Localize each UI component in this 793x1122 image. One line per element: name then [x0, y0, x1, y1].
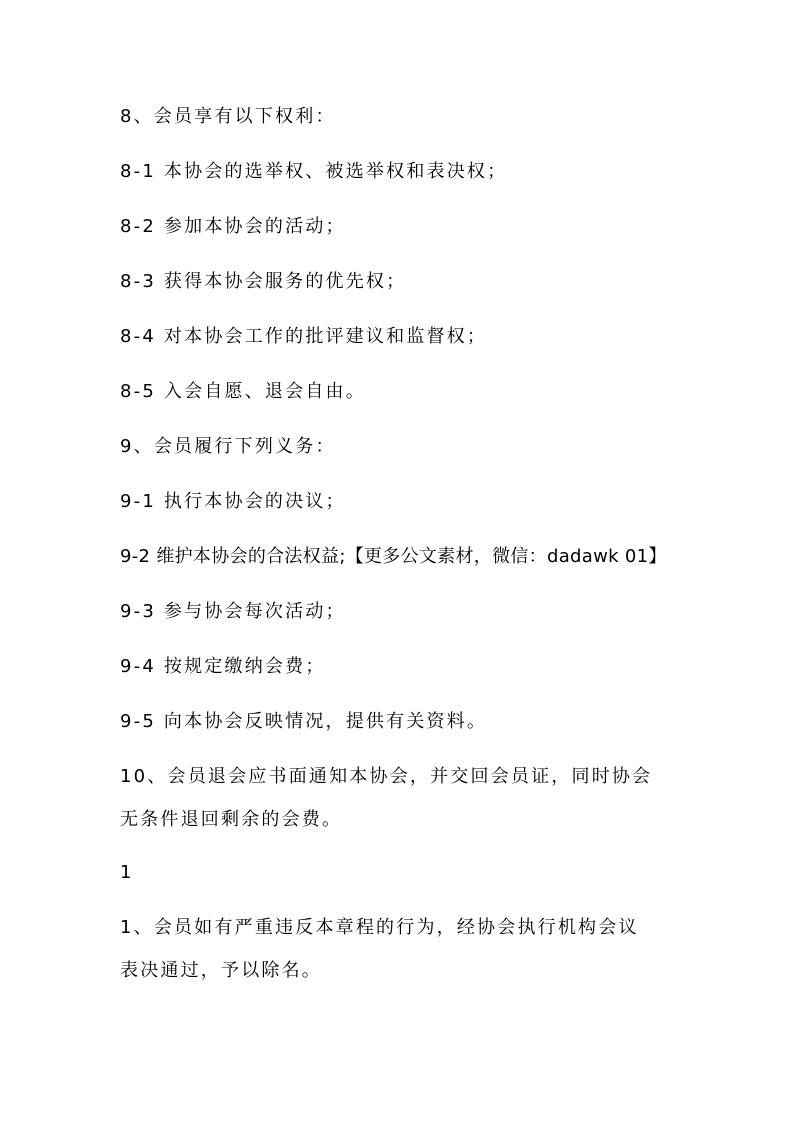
text-line-9-5: 9-5 向本协会反映情况，提供有关资料。: [120, 711, 488, 732]
text-line-9-3: 9-3 参与协会每次活动；: [120, 601, 346, 622]
text-line-8-4: 8-4 对本协会工作的批评建议和监督权；: [120, 326, 488, 347]
text-line-8-5: 8-5 入会自愿、退会自由。: [120, 381, 366, 402]
text-line-rights-heading: 8、会员享有以下权利：: [120, 106, 336, 127]
text-line-9-4: 9-4 按规定缴纳会费；: [120, 656, 326, 677]
text-line-11-a: 1、会员如有严重违反本章程的行为，经协会执行机构会议: [120, 917, 639, 938]
text-line-9-1: 9-1 执行本协会的决议；: [120, 491, 346, 512]
text-line-10-b: 无条件退回剩余的会费。: [120, 809, 343, 830]
text-line-8-2: 8-2 参加本协会的活动；: [120, 216, 346, 237]
text-line-number-1: 1: [120, 862, 134, 883]
text-line-duties-heading: 9、会员履行下列义务：: [120, 436, 336, 457]
text-line-8-3: 8-3 获得本协会服务的优先权；: [120, 271, 407, 292]
text-line-9-2: 9-2 维护本协会的合法权益;【更多公文素材，微信：dadawk 01】: [120, 546, 667, 567]
text-line-11-b: 表决通过，予以除名。: [120, 960, 322, 981]
text-line-8-1: 8-1 本协会的选举权、被选举权和表决权；: [120, 161, 508, 182]
text-line-10-a: 10、会员退会应书面通知本协会，并交回会员证，同时协会: [120, 766, 653, 787]
